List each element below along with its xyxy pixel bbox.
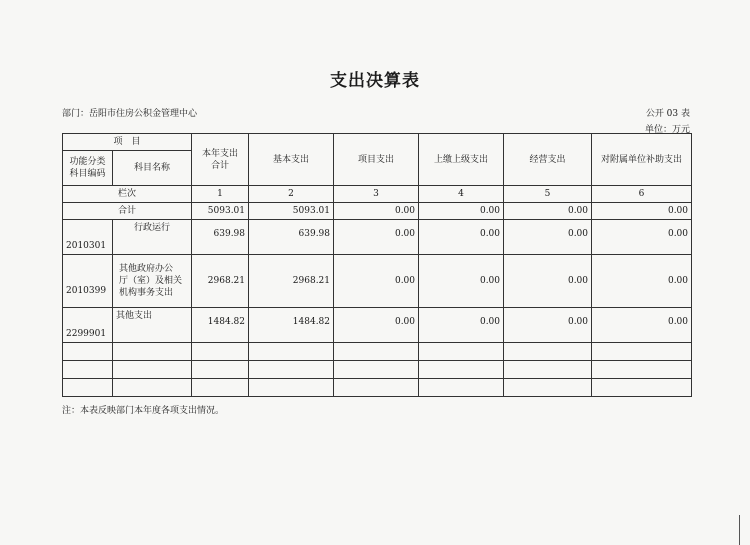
row-value: 0.00 xyxy=(504,308,592,343)
row-value: 0.00 xyxy=(419,255,504,308)
empty-row xyxy=(63,379,692,397)
row-code: 2010399 xyxy=(63,255,113,308)
empty-row xyxy=(63,343,692,361)
total-value-4: 0.00 xyxy=(419,203,504,220)
header-subject-name: 科目名称 xyxy=(113,151,192,186)
col-index-1: 1 xyxy=(192,186,249,203)
table-row xyxy=(63,255,692,308)
total-row xyxy=(63,203,692,220)
col-index-3: 3 xyxy=(334,186,419,203)
header-basic: 基本支出 xyxy=(249,134,334,186)
row-code: 2299901 xyxy=(63,308,113,343)
header-total: 本年支出 合计 xyxy=(192,134,249,186)
row-value: 0.00 xyxy=(334,255,419,308)
row-value: 0.00 xyxy=(504,220,592,255)
row-value: 0.00 xyxy=(334,308,419,343)
row-value: 1484.82 xyxy=(249,308,334,343)
row-value: 639.98 xyxy=(192,220,249,255)
row-code: 2010301 xyxy=(63,220,113,255)
header-func-code: 功能分类 科目编码 xyxy=(63,151,113,186)
header-project: 项目支出 xyxy=(334,134,419,186)
row-value: 2968.21 xyxy=(249,255,334,308)
total-value-2: 5093.01 xyxy=(249,203,334,220)
total-value-5: 0.00 xyxy=(504,203,592,220)
total-label: 合计 xyxy=(63,203,192,220)
page-title: 支出决算表 xyxy=(330,71,420,91)
header-subsidy: 对附属单位补助支出 xyxy=(592,134,692,186)
row-value: 639.98 xyxy=(249,220,334,255)
row-value: 0.00 xyxy=(592,255,692,308)
row-value: 0.00 xyxy=(592,308,692,343)
row-value: 0.00 xyxy=(504,255,592,308)
header-item: 项 目 xyxy=(63,134,192,151)
total-value-3: 0.00 xyxy=(334,203,419,220)
col-index-5: 5 xyxy=(504,186,592,203)
total-value-6: 0.00 xyxy=(592,203,692,220)
header-upper: 上缴上级支出 xyxy=(419,134,504,186)
unit-label: 单位：万元 xyxy=(644,125,690,135)
row-value: 2968.21 xyxy=(192,255,249,308)
empty-row xyxy=(63,361,692,379)
col-index-2: 2 xyxy=(249,186,334,203)
row-value: 1484.82 xyxy=(192,308,249,343)
row-name: 其他支出 xyxy=(113,308,192,343)
col-index-label: 栏次 xyxy=(63,186,192,203)
table-row xyxy=(63,220,692,255)
department-label: 部门：岳阳市住房公积金管理中心 xyxy=(62,109,198,119)
col-index-4: 4 xyxy=(419,186,504,203)
header-operation: 经营支出 xyxy=(504,134,592,186)
expenditure-table xyxy=(62,133,692,397)
col-index-6: 6 xyxy=(592,186,692,203)
row-name: 其他政府办公 厅（室）及相关 机构事务支出 xyxy=(113,255,192,308)
row-value: 0.00 xyxy=(592,220,692,255)
form-number: 公开 03 表 xyxy=(645,109,690,119)
scan-edge-line xyxy=(739,515,740,545)
row-value: 0.00 xyxy=(334,220,419,255)
table-row xyxy=(63,308,692,343)
row-name: 行政运行 xyxy=(113,220,192,255)
row-value: 0.00 xyxy=(419,308,504,343)
footnote: 注：本表反映部门本年度各项支出情况。 xyxy=(62,406,225,416)
row-value: 0.00 xyxy=(419,220,504,255)
total-value-1: 5093.01 xyxy=(192,203,249,220)
